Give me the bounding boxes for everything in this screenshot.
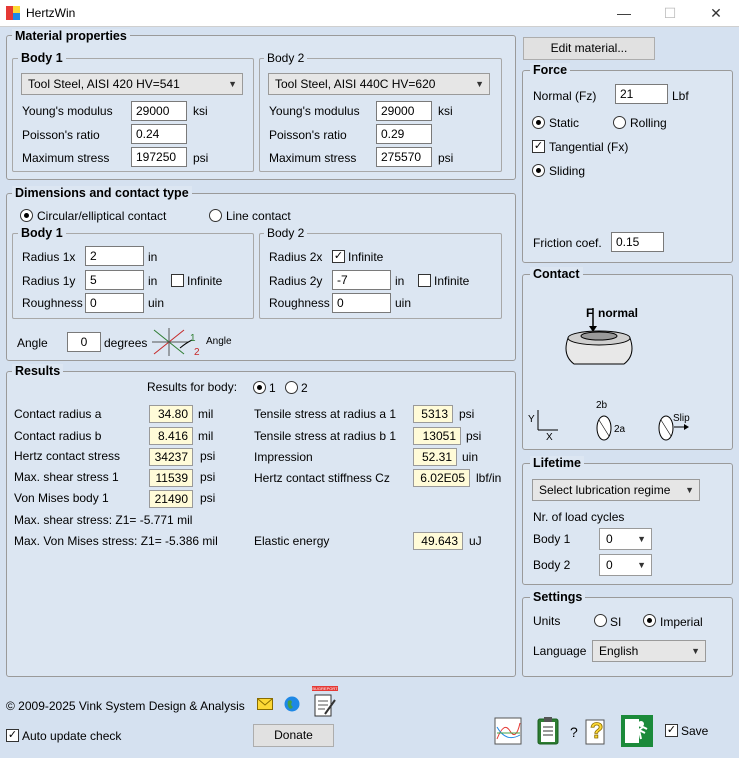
line-contact-radio[interactable] [209, 209, 222, 222]
chevron-down-icon: ▼ [691, 646, 700, 656]
contact-radius-b-unit: mil [198, 429, 214, 443]
tensile-b-value: 13051 [413, 427, 461, 445]
lifetime-title: Lifetime [530, 456, 584, 470]
stiffness-value: 6.02E05 [413, 469, 470, 487]
infinite-1y-label: Infinite [187, 274, 223, 288]
contact-axes-diagram [526, 396, 731, 444]
chevron-down-icon: ▼ [637, 560, 646, 570]
lifetime-body2-label: Body 2 [533, 558, 571, 572]
radius-1y-label: Radius 1y [22, 274, 76, 288]
body2-material-value: Tool Steel, AISI 440C HV=620 [275, 77, 436, 91]
tensile-a-value: 5313 [413, 405, 453, 423]
lubrication-select[interactable] [532, 479, 700, 501]
max-shear-label: Max. shear stress 1 [14, 470, 119, 484]
max-shear-value: 11539 [149, 469, 193, 487]
contact-diagram [560, 300, 660, 372]
title-bar [0, 0, 739, 27]
tangential-label: Tangential (Fx) [549, 140, 629, 154]
static-radio[interactable] [532, 116, 545, 129]
lubrication-value: Select lubrication regime [539, 483, 671, 497]
stiffness-unit: lbf/in [476, 471, 502, 485]
chart-icon[interactable] [494, 717, 522, 745]
bug-report-icon[interactable] [311, 686, 339, 720]
infinite-2x-label: Infinite [348, 250, 384, 264]
angle-label: Angle [17, 336, 48, 350]
impression-label: Impression [254, 450, 313, 464]
max-shear-depth-text: Max. shear stress: Z1= -5.771 mil [14, 513, 193, 527]
material-body1-title: Body 1 [18, 51, 66, 65]
body1-youngs-unit: ksi [193, 104, 208, 118]
copyright-text: © 2009-2025 Vink System Design & Analysis [6, 699, 245, 713]
radius-2y-label: Radius 2y [269, 274, 323, 288]
load-cycles-label: Nr. of load cycles [533, 510, 625, 524]
body2-youngs-label: Young's modulus [269, 104, 360, 118]
language-label: Language [533, 644, 587, 658]
x-axis-label: X [546, 432, 553, 443]
chevron-down-icon: ▼ [228, 79, 237, 89]
lifetime-body2-select[interactable] [599, 554, 652, 576]
contact-radius-a-unit: mil [198, 407, 214, 421]
body1-material-value: Tool Steel, AISI 420 HV=541 [28, 77, 180, 91]
contact-radius-b-value: 8.416 [149, 427, 193, 445]
auto-update-checkbox[interactable]: ✓ [7, 729, 18, 741]
normal-force-unit: Lbf [672, 89, 689, 103]
auto-update-label: Auto update check [22, 729, 122, 743]
roughness-2-unit: uin [395, 296, 412, 310]
minimize-button[interactable]: — [617, 5, 631, 21]
rolling-label: Rolling [630, 116, 667, 130]
radius-2y-input[interactable]: -7 [332, 270, 391, 290]
angle-diagram-text: Angle [206, 336, 232, 347]
elastic-energy-label: Elastic energy [254, 534, 330, 548]
body2-youngs-input[interactable]: 29000 [376, 101, 432, 121]
lifetime-body2-value: 0 [606, 558, 613, 572]
rolling-radio[interactable] [613, 116, 626, 129]
contact-force-label: F [586, 306, 594, 320]
radius-1y-unit: in [148, 274, 158, 288]
clipboard-icon[interactable] [536, 716, 560, 745]
angle-diagram [150, 326, 240, 358]
contact-normal-label: normal [598, 306, 639, 320]
body1-poisson-label: Poisson's ratio [22, 128, 100, 142]
infinite-2y-label: Infinite [434, 274, 470, 288]
window-title: HertzWin [26, 6, 76, 20]
dimensions-title: Dimensions and contact type [12, 186, 192, 200]
tensile-a-unit: psi [459, 407, 475, 421]
body1-youngs-input[interactable]: 29000 [131, 101, 187, 121]
results-title: Results [12, 364, 63, 378]
radius-1x-input[interactable]: 2 [85, 246, 144, 266]
contact-2b-label: 2b [596, 400, 608, 411]
body2-poisson-input[interactable]: 0.29 [376, 124, 432, 144]
radius-1x-unit: in [148, 250, 158, 264]
roughness-2-input[interactable]: 0 [332, 293, 391, 313]
tensile-a-label: Tensile stress at radius a 1 [254, 407, 397, 421]
material-body2-title: Body 2 [264, 51, 307, 65]
body2-material-select[interactable] [268, 73, 490, 95]
body1-youngs-label: Young's modulus [22, 104, 113, 118]
infinite-2y-checkbox[interactable] [418, 274, 431, 287]
edit-material-button[interactable]: Edit material... [523, 37, 655, 60]
results-body1-radio[interactable] [253, 381, 266, 394]
radius-2x-label: Radius 2x [269, 250, 323, 264]
friction-input[interactable]: 0.15 [611, 232, 664, 252]
settings-group [522, 597, 733, 677]
svg-text:?: ? [590, 718, 604, 743]
roughness-1-label: Roughness [22, 296, 83, 310]
von-mises-label: Von Mises body 1 [14, 491, 109, 505]
line-contact-label: Line contact [226, 209, 291, 223]
chevron-down-icon: ▼ [475, 79, 484, 89]
donate-button[interactable]: Donate [253, 724, 334, 747]
help-text[interactable]: ? [570, 724, 578, 740]
email-icon[interactable] [257, 698, 273, 710]
body2-youngs-unit: ksi [438, 104, 453, 118]
impression-unit: uin [462, 450, 479, 464]
radius-2y-unit: in [395, 274, 405, 288]
roughness-2-label: Roughness [269, 296, 330, 310]
dim-body2-title: Body 2 [264, 226, 307, 240]
max-von-mises-depth-text: Max. Von Mises stress: Z1= -5.386 mil [14, 534, 218, 548]
help-question-icon[interactable] [584, 716, 610, 745]
contact-title: Contact [530, 267, 583, 281]
radius-1y-input[interactable]: 5 [85, 270, 144, 290]
sliding-label: Sliding [549, 164, 586, 178]
normal-force-label: Normal (Fz) [533, 89, 597, 103]
units-si-radio[interactable] [594, 614, 607, 627]
clipboard-pen-icon [313, 692, 337, 718]
roughness-1-unit: uin [148, 296, 165, 310]
body1-maxstress-input[interactable]: 197250 [131, 147, 187, 167]
units-imperial-label: Imperial [660, 615, 703, 629]
body2-maxstress-unit: psi [438, 151, 454, 165]
chevron-down-icon: ▼ [685, 485, 694, 495]
contact-2a-label: 2a [614, 424, 626, 435]
body1-poisson-input[interactable]: 0.24 [131, 124, 187, 144]
results-body2-radio[interactable] [285, 381, 298, 394]
angle-diagram-label-1: 1 [190, 333, 196, 344]
static-label: Static [549, 116, 580, 130]
tensile-b-unit: psi [466, 429, 482, 443]
angle-input[interactable]: 0 [67, 332, 101, 352]
circular-contact-radio[interactable] [20, 209, 33, 222]
normal-force-input[interactable]: 21 [615, 84, 668, 104]
bug-report-badge: BUGREPORT [312, 686, 338, 691]
infinite-1y-checkbox[interactable] [171, 274, 184, 287]
close-button[interactable]: ✕ [710, 5, 722, 21]
infinite-2x-checkbox[interactable]: ✓ [333, 250, 344, 262]
body1-maxstress-unit: psi [193, 151, 209, 165]
stiffness-label: Hertz contact stiffness Cz [254, 471, 390, 485]
circular-contact-label: Circular/elliptical contact [37, 209, 167, 223]
maximize-button[interactable]: ☐ [663, 5, 677, 21]
von-mises-unit: psi [200, 491, 216, 505]
save-checkbox[interactable]: ✓ [666, 724, 677, 736]
hertz-stress-unit: psi [200, 449, 216, 463]
chevron-down-icon: ▼ [637, 534, 646, 544]
lifetime-body1-select[interactable] [599, 528, 652, 550]
elastic-energy-unit: uJ [469, 534, 482, 548]
results-body1-label: 1 [269, 381, 276, 395]
settings-title: Settings [530, 590, 585, 604]
y-axis-label: Y [528, 414, 535, 425]
body1-material-select[interactable] [21, 73, 243, 95]
max-shear-unit: psi [200, 470, 216, 484]
body2-maxstress-label: Maximum stress [269, 151, 357, 165]
globe-icon[interactable] [284, 696, 300, 712]
language-value: English [599, 644, 639, 658]
dim-body1-title: Body 1 [18, 226, 66, 240]
hertz-stress-label: Hertz contact stress [14, 449, 121, 463]
roughness-1-input[interactable]: 0 [85, 293, 144, 313]
slip-label: Slip [673, 413, 690, 424]
app-icon [6, 6, 20, 20]
elastic-energy-value: 49.643 [413, 532, 463, 550]
hertz-stress-value: 34237 [149, 448, 193, 466]
impression-value: 52.31 [413, 448, 457, 466]
save-label: Save [681, 724, 709, 738]
language-select[interactable] [592, 640, 706, 662]
units-si-label: SI [610, 615, 622, 629]
material-properties-title: Material properties [12, 29, 130, 43]
radius-1x-label: Radius 1x [22, 250, 76, 264]
results-for-body-label: Results for body: [147, 380, 238, 394]
exit-icon[interactable] [621, 715, 653, 747]
units-imperial-radio[interactable] [643, 614, 656, 627]
tangential-checkbox[interactable]: ✓ [533, 140, 544, 152]
results-body2-label: 2 [301, 381, 308, 395]
von-mises-value: 21490 [149, 490, 193, 508]
contact-radius-a-label: Contact radius a [14, 407, 102, 421]
contact-radius-b-label: Contact radius b [14, 429, 102, 443]
body1-maxstress-label: Maximum stress [22, 151, 110, 165]
body2-maxstress-input[interactable]: 275570 [376, 147, 432, 167]
angle-diagram-label-2: 2 [194, 347, 200, 358]
force-title: Force [530, 63, 570, 77]
body2-poisson-label: Poisson's ratio [269, 128, 347, 142]
sliding-radio[interactable] [532, 164, 545, 177]
friction-label: Friction coef. [533, 236, 602, 250]
lifetime-body1-label: Body 1 [533, 532, 571, 546]
tensile-b-label: Tensile stress at radius b 1 [254, 429, 397, 443]
contact-radius-a-value: 34.80 [149, 405, 193, 423]
lifetime-body1-value: 0 [606, 532, 613, 546]
units-label: Units [533, 614, 561, 628]
angle-unit: degrees [104, 336, 148, 350]
